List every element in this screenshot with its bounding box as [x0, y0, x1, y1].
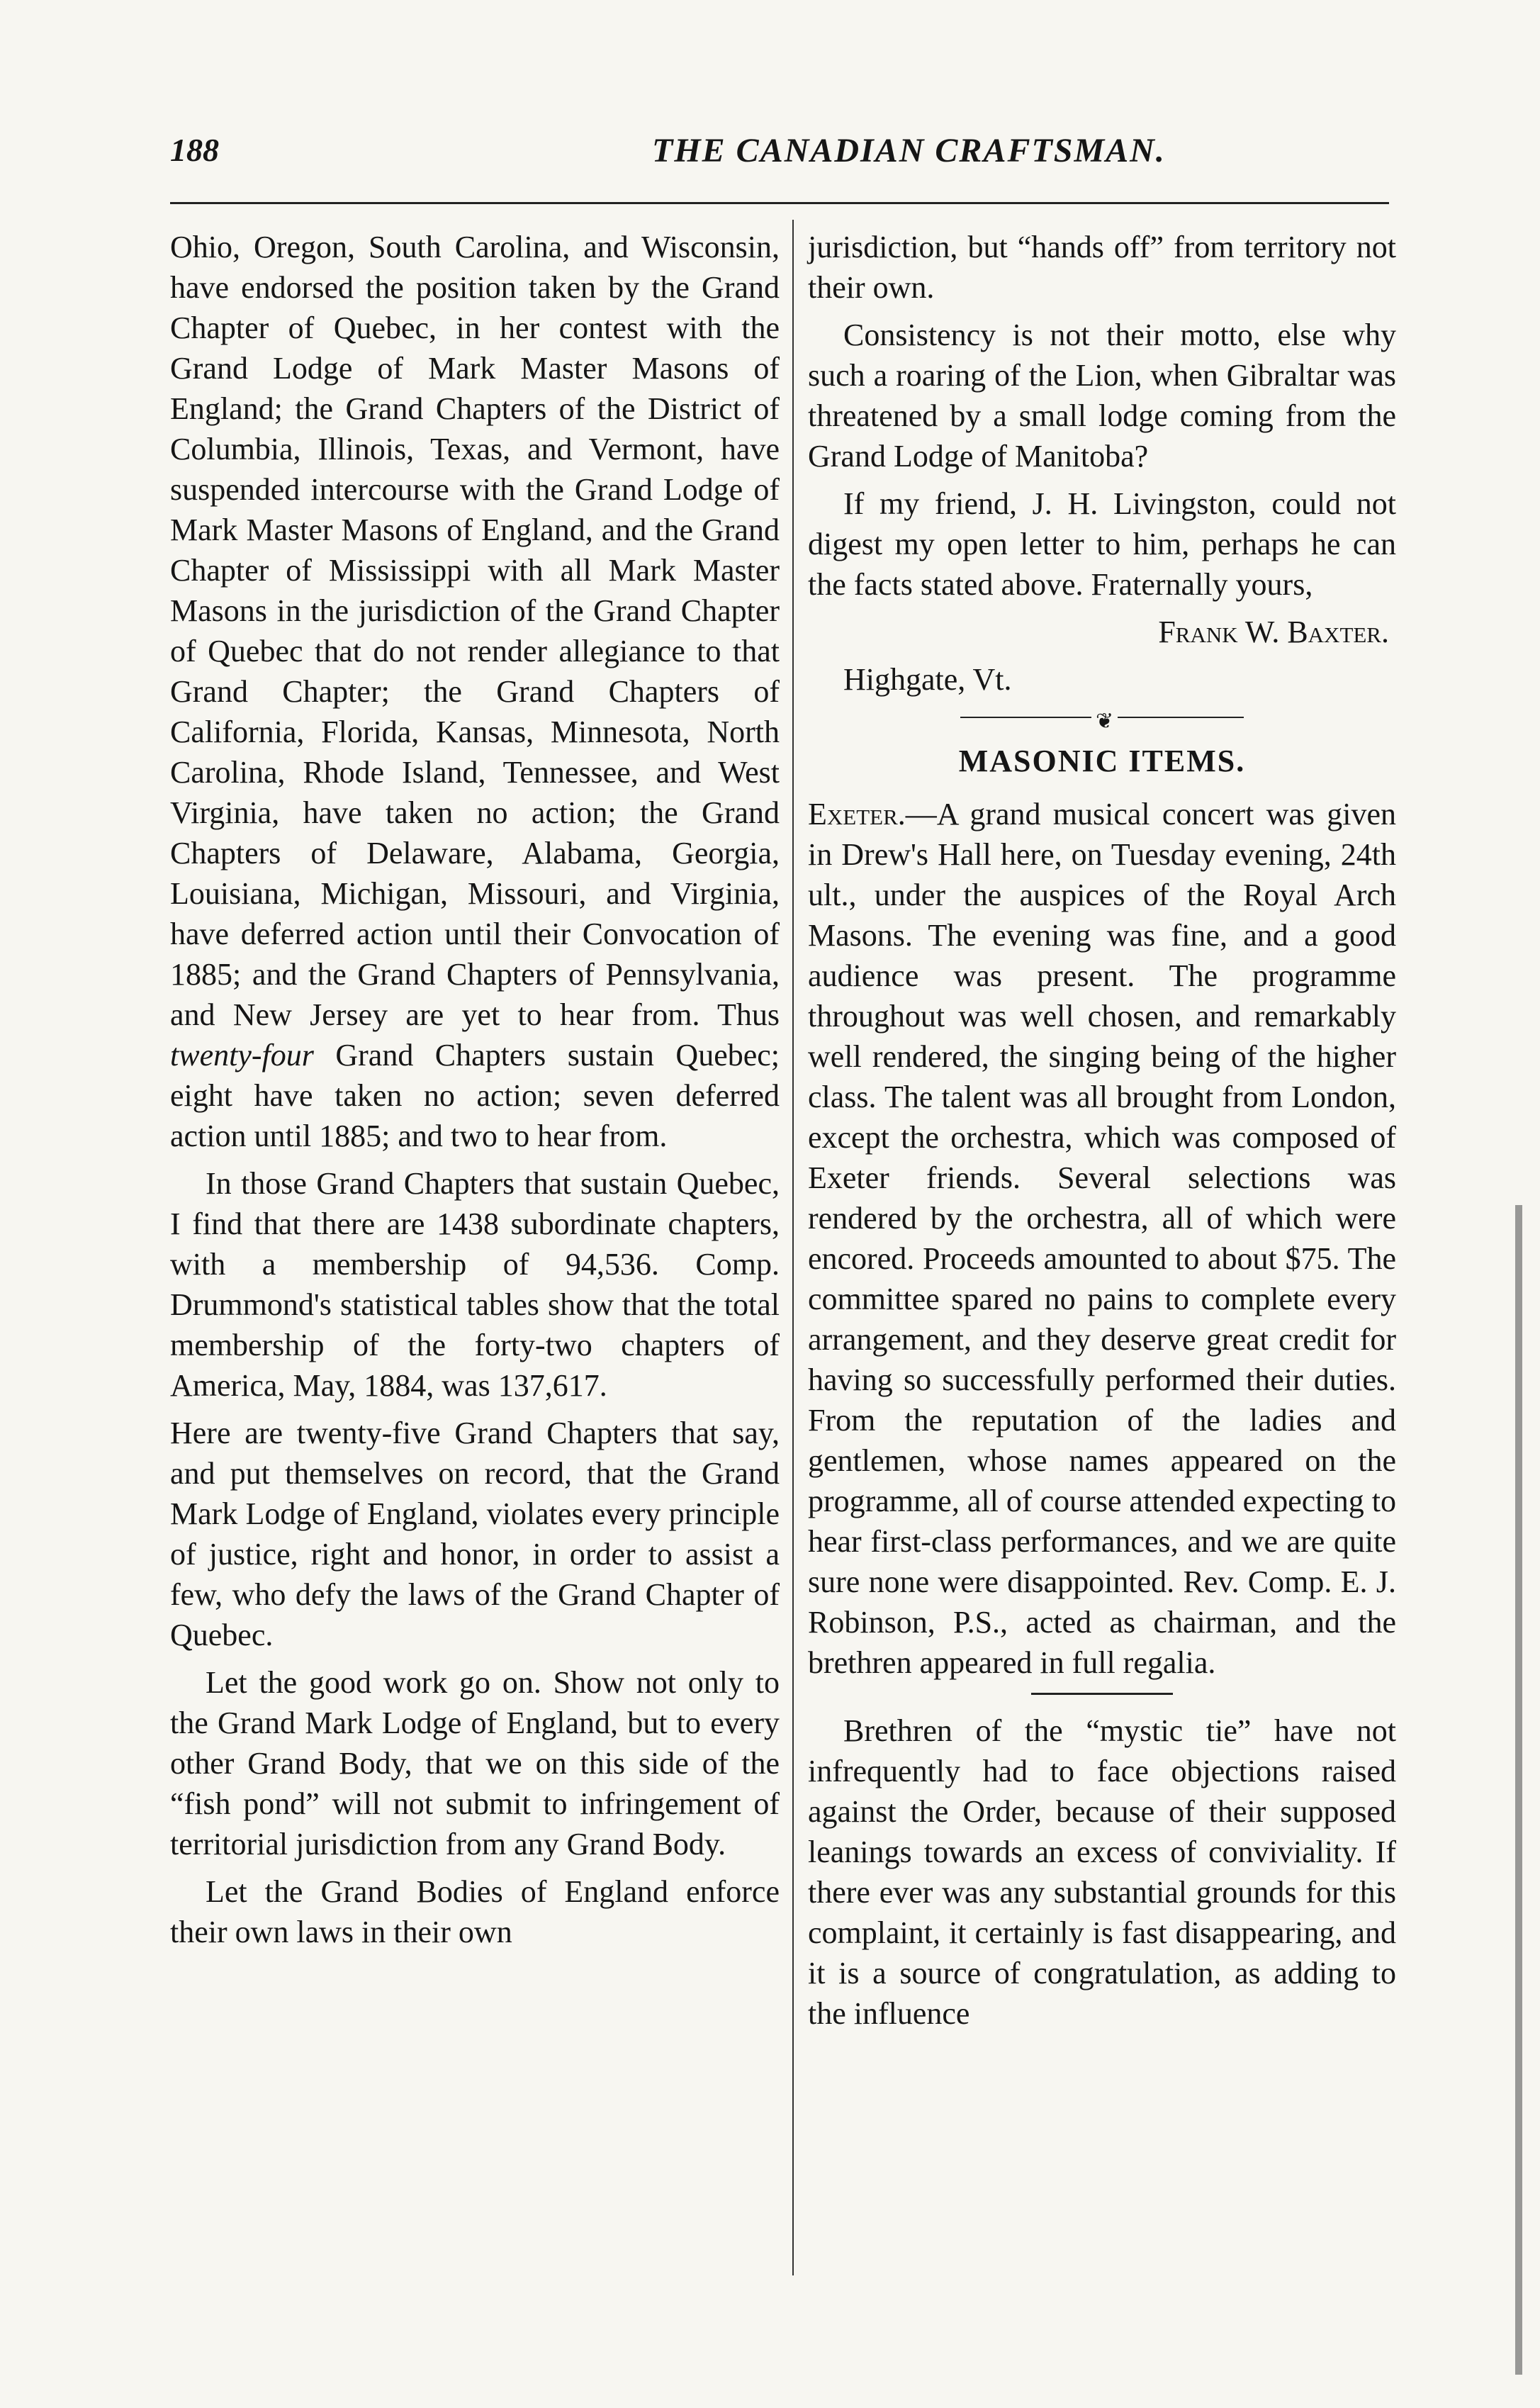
column-divider — [792, 220, 794, 2275]
section-heading: MASONIC ITEMS. — [958, 744, 1246, 778]
right-paragraph-4 — [808, 794, 1396, 1683]
page-number: 188 — [170, 132, 219, 168]
right-paragraph-5: Brethren of the “mystic tie” have not infrequently had to face objections raised against the Order, because of their supposed leanings towards an excess of conviviality. If there ever was any substantial grounds for this complaint, it certainly is fast disappearing, and it is a source of congratulation, as adding to the influence — [808, 1713, 1396, 2031]
left-p1-end: Grand Chapters sustain Quebec; eight have taken no action; seven deferred action until 1885; and two to hear from. — [170, 1038, 780, 1153]
left-paragraph-3: Here are twenty-five Grand Chapters that say, and put themselves on record, that the Grand Mark Lodge of England, violates every principle of justice, right and honor, in order to assist a few, who defy the laws of the Grand Chapter of Quebec. — [170, 1416, 780, 1652]
left-p1-text: Ohio, Oregon, South Carolina, and Wisconsin, have endorsed the position taken by the Grand Chapter of Quebec, in her contest with the Grand Lodge of Mark Master Masons of England; the Grand Chapters of the District of Columbia, Illinois, Texas, and Vermont, have suspended intercourse with the Grand Lodge of Mark Master Masons of England, and the Grand Chapter of Mississippi with all Mark Master Masons in the jurisdiction of the Grand Chapter of Quebec that do not render allegiance to that Grand Chapter; the Grand Chapters of California, Florida, Kansas, Minnesota, North Carolina, Rhode Island, Tennessee, and West Virginia, have taken no action; the Grand Chapters of Delaware, Alabama, Georgia, Louisiana, Michigan, Missouri, and Virginia, have deferred action until their Convocation of 1885; and the Grand Chapters of Pennsylvania, and New Jersey are yet to hear from. Thus — [170, 230, 780, 1032]
right-column — [808, 227, 1396, 2041]
letter-place: Highgate, Vt. — [843, 662, 1012, 697]
left-p1-italic: twenty-four — [170, 1038, 314, 1073]
right-paragraph-2: Consistency is not their motto, else why such a roaring of the Lion, when Gibraltar was threatened by a small lodge coming from the Grand Lodge of Manitoba? — [808, 318, 1396, 474]
running-title: THE CANADIAN CRAFTSMAN. — [652, 132, 1166, 169]
page-edge-shadow — [1515, 1205, 1522, 2375]
left-column — [170, 227, 780, 1959]
right-p4-text: —A grand musical concert was given in Drew's Hall here, on Tuesday evening, 24th ult., under the auspices of the Royal Arch Masons. The evening was fine, and a good audience was present. The programme throughout was well chosen, and remarkably well rendered, the singing being of the higher class. The talent was all brought from London, except the orchestra, which was composed of Exeter friends. Several selections was rendered by the orchestra, all of which were encored. Proceeds amounted to about $75. The committee spared no pains to complete every arrangement, and they deserve great credit for having so successfully performed their duties. From the reputation of the ladies and gentlemen, whose names appeared on the programme, all of course attended expecting to hear first-class performances, and we are quite sure none were disappointed. Rev. Comp. E. J. Robinson, P.S., acted as chairman, and the brethren appeared in full regalia. — [808, 797, 1396, 1680]
short-rule — [1031, 1693, 1173, 1695]
left-paragraph-2: In those Grand Chapters that sustain Quebec, I find that there are 1438 subordinate chapters, with a membership of 94,536. Comp. Drummond's statistical tables show that the total membership of the forty-two chapters of America, May, 1884, was 137,617. — [170, 1166, 780, 1403]
header-rule — [170, 202, 1389, 204]
left-paragraph-1 — [170, 227, 780, 1156]
left-paragraph-4: Let the good work go on. Show not only to the Grand Mark Lodge of England, but to every other Grand Body, that we on this side of the “fish pond” will not submit to infringement of territorial jurisdiction from any Grand Body. — [170, 1665, 780, 1861]
letter-signature: Frank W. Baxter. — [1158, 615, 1389, 649]
right-paragraph-3: If my friend, J. H. Livingston, could not digest my open letter to him, perhaps he can the facts stated above. Fraternally yours, — [808, 486, 1396, 602]
right-paragraph-1: jurisdiction, but “hands off” from territory not their own. — [808, 230, 1396, 305]
page-header — [170, 131, 1382, 181]
ornament-rule — [960, 707, 1244, 733]
ornament-icon: ❦ — [1091, 701, 1118, 741]
right-p4-lead: Exeter. — [808, 797, 906, 831]
left-paragraph-5: Let the Grand Bodies of England enforce their own laws in their own — [170, 1874, 780, 1949]
